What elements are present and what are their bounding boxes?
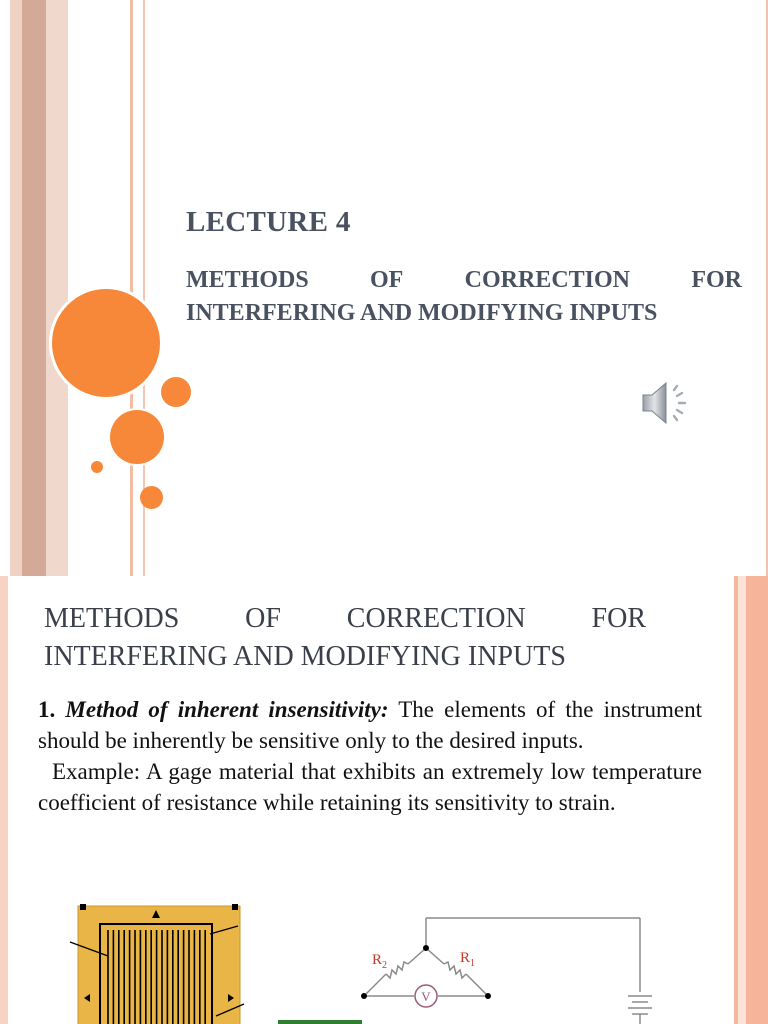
- subtitle-word: OF: [370, 267, 404, 293]
- resistor-r1-label: R: [460, 950, 471, 966]
- method-number: 1.: [38, 697, 56, 722]
- speaker-icon[interactable]: [640, 378, 694, 428]
- decorative-stripe: [46, 0, 68, 576]
- lecture-subtitle: [186, 264, 742, 330]
- voltmeter-label: V: [421, 989, 431, 1004]
- decorative-circle: [110, 410, 164, 464]
- decorative-stripe: [746, 576, 768, 1024]
- title-word: CORRECTION: [346, 603, 526, 634]
- title-word: METHODS: [44, 603, 180, 634]
- subtitle-line-2: INTERFERING AND MODIFYING INPUTS: [186, 300, 658, 326]
- subtitle-word: CORRECTION: [464, 267, 630, 293]
- example-paragraph: Example: A gage material that exhibits an extremely low temperature coefficient of resistance while retaining its sensitivity to strain.: [38, 759, 702, 815]
- method-paragraph: [38, 694, 702, 756]
- decorative-stripe: [738, 576, 746, 1024]
- slide-title: [44, 600, 646, 676]
- decorative-stripe: [10, 0, 22, 576]
- content-slide: [0, 576, 768, 1024]
- decorative-circle: [161, 377, 191, 407]
- method-description: The elements of the instrument should be inherently be sensitive only to the desired inputs.: [38, 697, 702, 753]
- lecture-title: LECTURE 4: [186, 206, 351, 238]
- decorative-circle: [140, 486, 163, 509]
- method-name: Method of inherent insensitivity:: [65, 697, 389, 722]
- resistor-r2-label: R: [372, 952, 383, 968]
- subtitle-word: FOR: [691, 267, 742, 293]
- subtitle-word: METHODS: [186, 267, 309, 293]
- decorative-line: [0, 576, 8, 1024]
- bridge-circuit-diagram: [270, 910, 670, 1024]
- slide-body: [38, 694, 702, 818]
- title-word: FOR: [591, 603, 646, 634]
- decorative-circle: [91, 461, 103, 473]
- decorative-circle: [52, 289, 160, 397]
- decorative-line: [130, 0, 133, 576]
- resistor-r1-subscript: 1: [470, 958, 475, 969]
- decorative-stripe: [22, 0, 46, 576]
- title-line-2: INTERFERING AND MODIFYING INPUTS: [44, 641, 566, 672]
- strain-gage-image: [60, 900, 250, 1024]
- title-word: OF: [245, 603, 281, 634]
- resistor-r2-subscript: 2: [382, 960, 387, 971]
